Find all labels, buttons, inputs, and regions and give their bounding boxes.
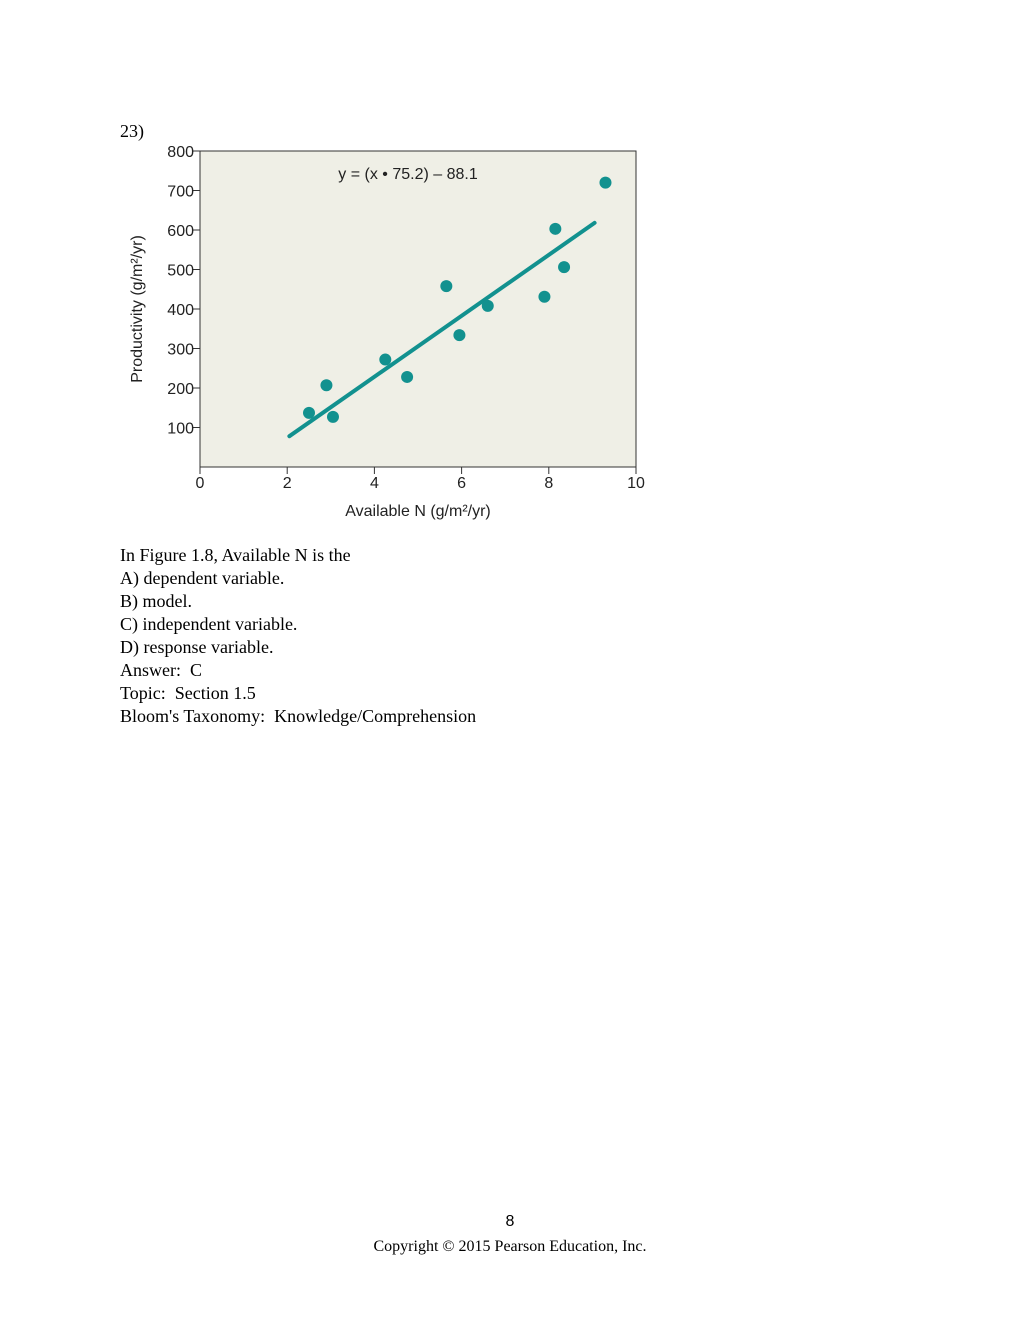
answer-line: Answer: C: [120, 660, 202, 680]
y-tick-label: 600: [167, 223, 194, 240]
bloom-line: Bloom's Taxonomy: Knowledge/Comprehension: [120, 706, 477, 726]
option-d: D) response variable.: [120, 637, 274, 657]
topic-line: Topic: Section 1.5: [120, 683, 256, 703]
data-point: [482, 300, 494, 312]
question-number: 23): [120, 121, 144, 141]
question-stem: In Figure 1.8, Available N is the: [120, 545, 351, 565]
data-point: [538, 291, 550, 303]
page-number: 8: [505, 1213, 515, 1230]
chart-annotation: y = (x • 75.2) – 88.1: [338, 166, 478, 183]
x-tick-label: 8: [544, 475, 554, 492]
y-tick-label: 300: [167, 341, 194, 359]
data-point: [303, 407, 315, 419]
y-tick-label: 800: [167, 144, 194, 161]
data-point: [440, 280, 452, 292]
x-tick-label: 10: [627, 475, 645, 492]
option-b: B) model.: [120, 591, 192, 611]
x-axis-label: Available N (g/m²/yr): [345, 503, 491, 520]
y-tick-label: 500: [167, 262, 194, 280]
data-point: [549, 223, 561, 235]
x-tick-label: 0: [195, 475, 205, 492]
data-point: [599, 177, 611, 189]
data-point: [327, 411, 339, 423]
y-tick-label: 400: [167, 302, 194, 319]
copyright-notice: Copyright © 2015 Pearson Education, Inc.: [373, 1238, 647, 1255]
y-axis-label: Productivity (g/m²/yr): [129, 235, 146, 383]
plot-area: [200, 151, 636, 467]
y-tick-label: 100: [167, 420, 194, 438]
x-tick-label: 2: [282, 475, 292, 492]
x-tick-label: 6: [457, 475, 467, 492]
productivity-scatter-chart: [118, 136, 658, 526]
y-tick-label: 200: [167, 381, 194, 398]
data-point: [320, 379, 332, 391]
y-tick-label: 700: [167, 183, 194, 201]
data-point: [379, 354, 391, 366]
question-block: [120, 544, 476, 728]
data-point: [453, 329, 465, 341]
option-a: A) dependent variable.: [120, 568, 285, 588]
x-tick-label: 4: [369, 475, 379, 492]
data-point: [401, 371, 413, 383]
data-point: [558, 261, 570, 273]
option-c: C) independent variable.: [120, 614, 298, 634]
